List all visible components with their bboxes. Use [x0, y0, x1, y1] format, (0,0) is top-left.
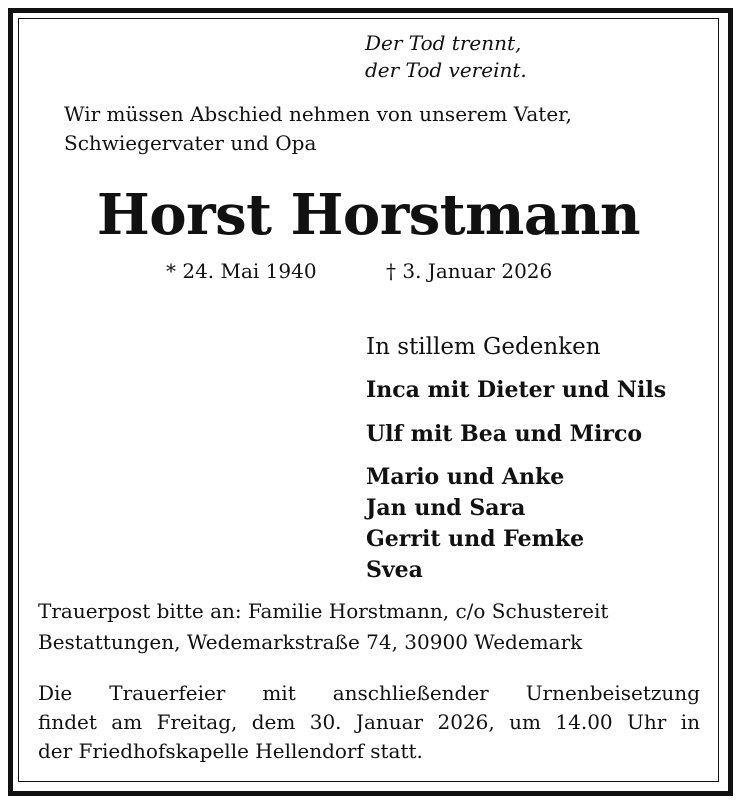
motto: [365, 30, 527, 84]
intro-text: [64, 100, 572, 158]
birth-date: * 24. Mai 1940: [166, 259, 317, 283]
ceremony-line-2: findet am Freitag, dem 30. Januar 2026, um 14.00 Uhr in: [38, 710, 700, 734]
mourner-line: Inca mit Dieter und Nils: [366, 377, 667, 403]
ceremony-info: [38, 679, 700, 766]
intro-line-1: Wir müssen Abschied nehmen von unserem Vater,: [64, 102, 572, 126]
mourner-line: Svea: [366, 557, 423, 583]
mourner-group-2: [366, 419, 642, 450]
mourner-line: Mario und Anke: [366, 464, 565, 490]
mourner-group-1: [366, 375, 666, 406]
mourner-line: Gerrit und Femke: [366, 526, 585, 552]
intro-line-2: Schwiegervater und Opa: [64, 131, 317, 155]
motto-line-2: der Tod vereint.: [365, 58, 527, 82]
memory-heading: In stillem Gedenken: [366, 334, 601, 360]
condolence-address: [38, 596, 608, 658]
address-line-2: Bestattungen, Wedemarkstraße 74, 30900 Wedemark: [38, 630, 583, 654]
death-date: † 3. Januar 2026: [386, 259, 553, 283]
deceased-name: Horst Horstmann: [96, 182, 641, 248]
mourner-line: Ulf mit Bea und Mirco: [366, 421, 643, 447]
motto-line-1: Der Tod trennt,: [365, 31, 522, 55]
ceremony-line-3: der Friedhofskapelle Hellendorf statt.: [38, 739, 423, 763]
ceremony-line-1: Die Trauerfeier mit anschließender Urnenbeisetzung: [38, 681, 700, 705]
mourner-group-3: [366, 462, 584, 586]
address-line-1: Trauerpost bitte an: Familie Horstmann, c/o Schustereit: [38, 599, 609, 623]
mourner-line: Jan und Sara: [366, 495, 526, 521]
